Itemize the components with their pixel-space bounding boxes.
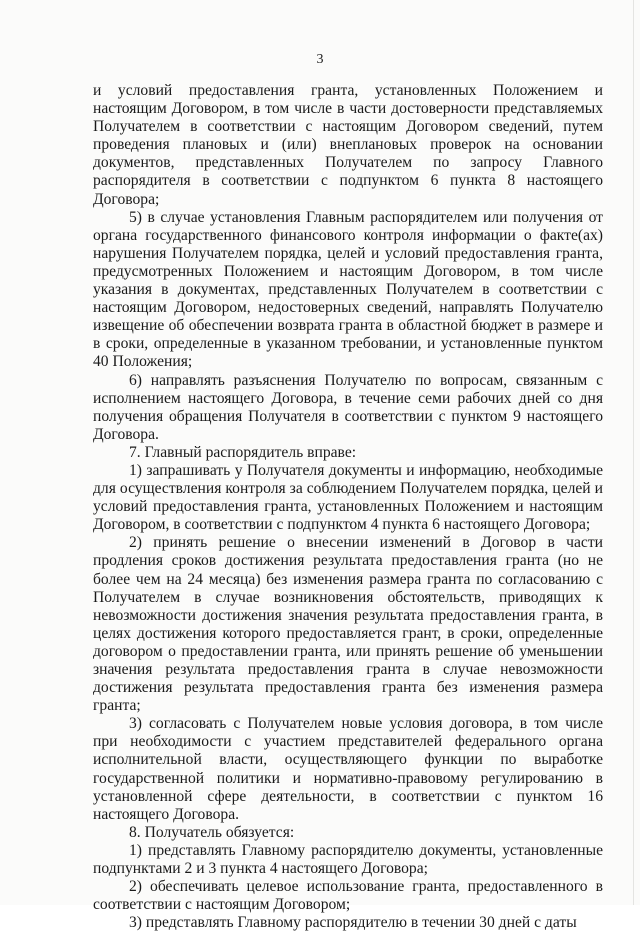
paragraph-item-6-5: 5) в случае установления Главным распорядителем или получения от органа государственного финансового контроля информации о факте(ах) нарушения Получателем порядка, целей и условий предоставления гранта, предусмотренных Положением и настоящим Договором, в том числе указания в документах, представленных Получателем в соответствии с настоящим Договором, недостоверных сведений, направлять Получателю извещение об обеспечении возврата гранта в областной бюджет в размере и в сроки, определенные в указанном требовании, и установленные пунктом 40 Положения; [93,208,603,371]
paragraph-continuation: и условий предоставления гранта, установленных Положением и настоящим Договором, в том числе в части достоверности представляемых Получателем в соответствии с настоящим Договором сведений, путем проведения плановых и (или) внеплановых проверок на основании документов, представленных Получателем по запросу Главного распорядителя в соответствии с подпунктом 6 пункта 8 настоящего Договора; [93,82,603,208]
paragraph-item-7-2: 2) принять решение о внесении изменений в Договор в части продления сроков достижения результата предоставления гранта (но не более чем на 24 месяца) без изменения размера гранта по согласованию с Получателем в случае возникновения обстоятельств, приводящих к невозможности достижения значения результата предоставления гранта, в целях достижения которого предоставляется грант, в сроки, определенные договором о предоставлении гранта, или принять решение об уменьшении значения результата предоставления гранта в случае невозможности достижения результата предоставления гранта без изменения размера гранта; [93,534,603,715]
paragraph-item-8-2: 2) обеспечивать целевое использование гранта, предоставленного в соответствии с настоящим Договором; [93,878,603,914]
section-7-heading: 7. Главный распорядитель вправе: [129,443,357,461]
paragraph-item-8-1: 1) представлять Главному распорядителю документы, установленные подпунктами 2 и 3 пункта 4 настоящего Договора; [93,841,603,878]
document-body [93,82,603,932]
paragraph-item-8-3: 3) представлять Главному распорядителю в течении 30 дней с даты [129,914,577,932]
scan-edge-line [633,0,634,905]
section-8-heading: 8. Получатель обязуется: [129,823,295,841]
page-number: 3 [316,52,324,67]
paragraph-item-7-3: 3) согласовать с Получателем новые условия договора, в том числе при необходимости с участием представителей федерального органа исполнительной власти, осуществляющего функции по выработке государственной политики и нормативно-правовому регулированию в установленной сфере деятельности, в соответствии с пунктом 16 настоящего Договора. [93,715,603,823]
paragraph-item-7-1: 1) запрашивать у Получателя документы и информацию, необходимые для осуществления контроля за соблюдением Получателем порядка, целей и условий предоставления гранта, установленных Положением и настоящим Договором, в соответствии с подпунктом 4 пункта 6 настоящего Договора; [93,461,603,534]
paragraph-item-6-6: 6) направлять разъяснения Получателю по вопросам, связанным с исполнением настоящего Договора, в течение семи рабочих дней со дня получения обращения Получателя в соответствии с пунктом 9 настоящего Договора. [93,371,603,443]
